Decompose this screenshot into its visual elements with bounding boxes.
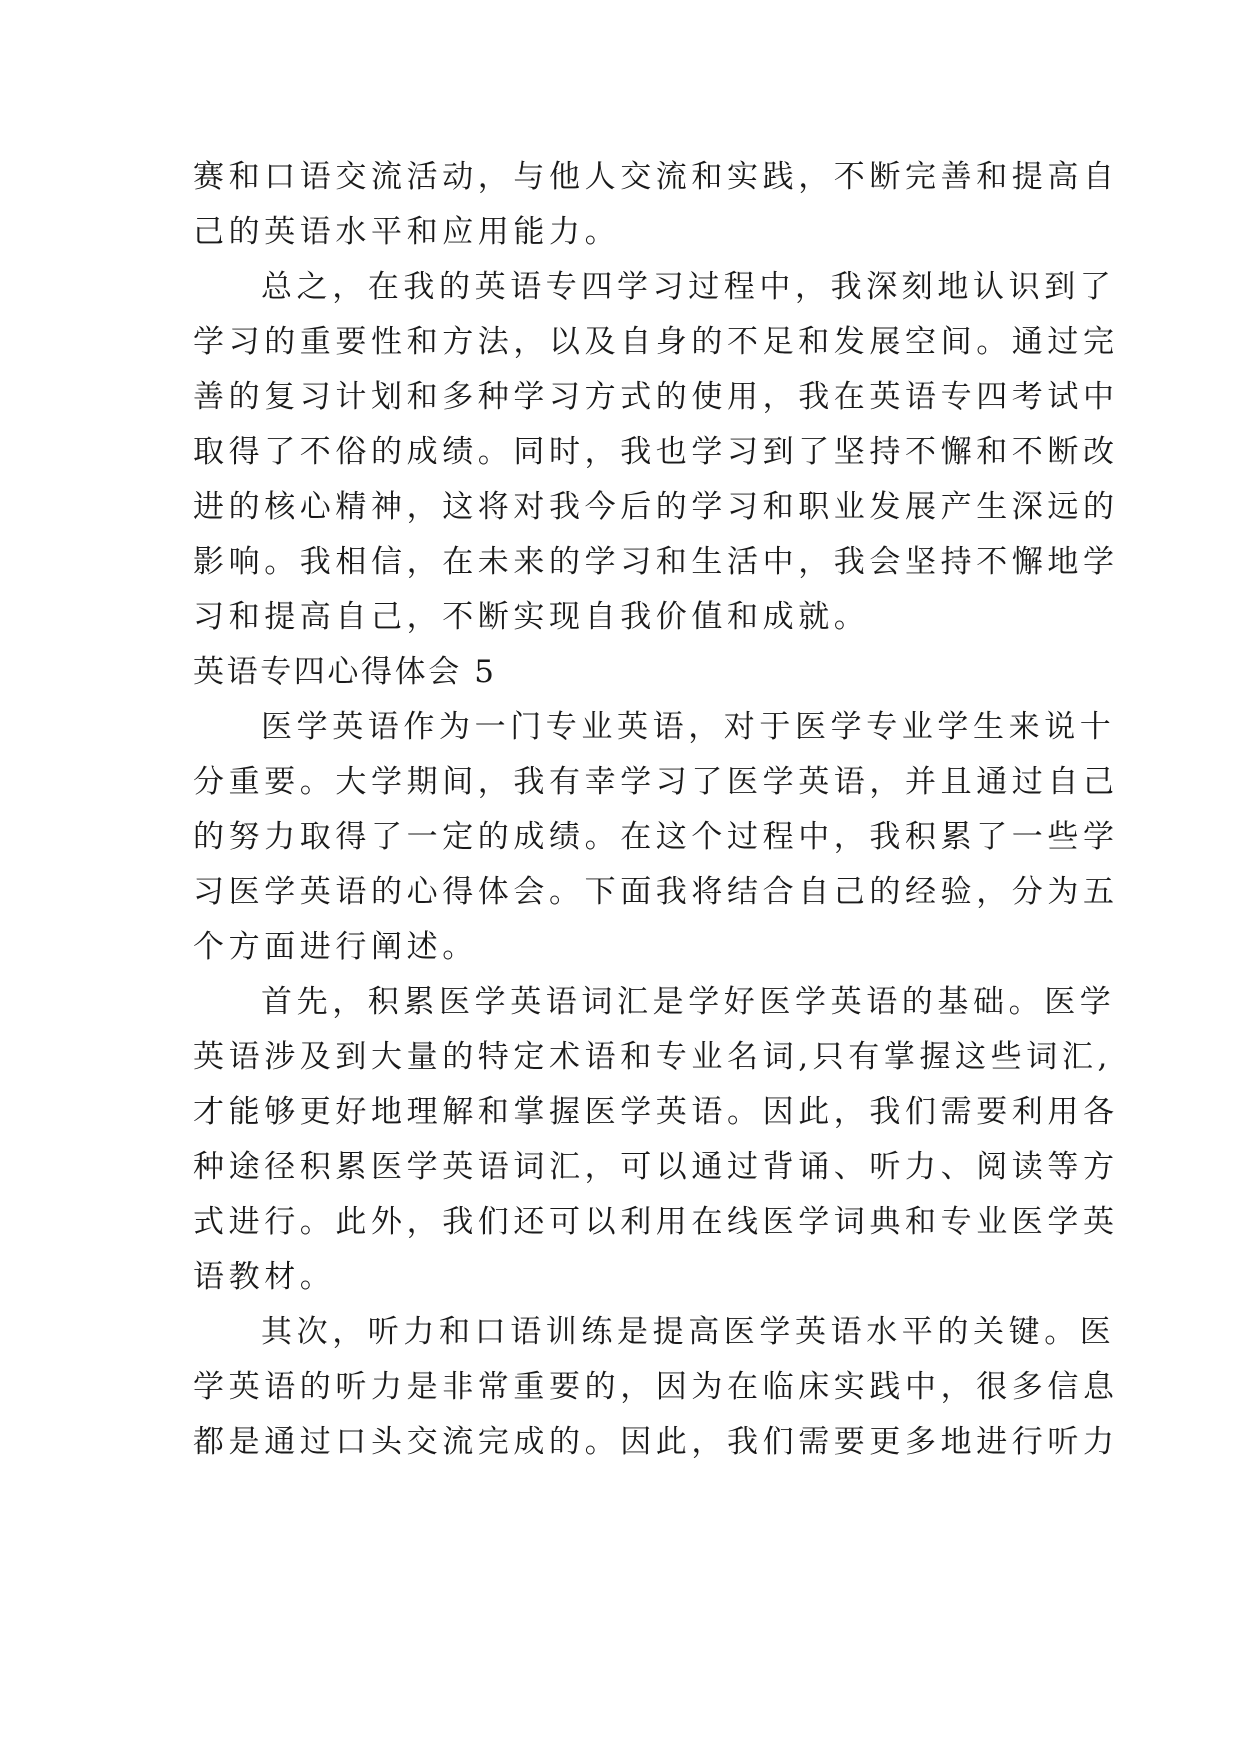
text-line: 英语涉及到大量的特定术语和专业名词,只有掌握这些词汇,	[193, 1039, 1112, 1075]
text-line: 影响。我相信，在未来的学习和生活中，我会坚持不懈地学	[193, 544, 1119, 580]
text-line: 个方面进行阐述。	[193, 929, 478, 965]
paragraph	[193, 975, 1119, 1305]
text-line: 才能够更好地理解和掌握医学英语。因此，我们需要利用各	[193, 1094, 1119, 1130]
text-line: 分重要。大学期间，我有幸学习了医学英语，并且通过自己	[193, 764, 1119, 800]
paragraph	[193, 150, 1119, 260]
text-line: 医学英语作为一门专业英语，对于医学专业学生来说十	[261, 709, 1116, 745]
text-line: 习和提高自己，不断实现自我价值和成就。	[193, 599, 870, 635]
text-line: 都是通过口头交流完成的。因此，我们需要更多地进行听力	[193, 1424, 1119, 1460]
text-line: 学习的重要性和方法，以及自身的不足和发展空间。通过完	[193, 324, 1119, 360]
text-line: 首先，积累医学英语词汇是学好医学英语的基础。医学	[261, 984, 1116, 1020]
text-line: 赛和口语交流活动，与他人交流和实践，不断完善和提高自	[193, 159, 1119, 195]
heading-text: 英语专四心得体会 5	[193, 654, 497, 690]
paragraph	[193, 700, 1119, 975]
text-line: 学英语的听力是非常重要的，因为在临床实践中，很多信息	[193, 1369, 1119, 1405]
paragraph	[193, 1305, 1119, 1470]
text-line: 己的英语水平和应用能力。	[193, 214, 621, 250]
text-line: 其次，听力和口语训练是提高医学英语水平的关键。医	[261, 1314, 1116, 1350]
paragraph	[193, 260, 1119, 645]
text-line: 的努力取得了一定的成绩。在这个过程中，我积累了一些学	[193, 819, 1119, 855]
document-body	[193, 150, 1119, 1470]
section-heading	[193, 645, 1053, 700]
text-line: 习医学英语的心得体会。下面我将结合自己的经验，分为五	[193, 874, 1119, 910]
text-line: 语教材。	[193, 1259, 336, 1295]
text-line: 善的复习计划和多种学习方式的使用，我在英语专四考试中	[193, 379, 1119, 415]
text-line: 式进行。此外，我们还可以利用在线医学词典和专业医学英	[193, 1204, 1119, 1240]
text-line: 总之，在我的英语专四学习过程中，我深刻地认识到了	[261, 269, 1116, 305]
text-line: 种途径积累医学英语词汇，可以通过背诵、听力、阅读等方	[193, 1149, 1119, 1185]
text-line: 进的核心精神，这将对我今后的学习和职业发展产生深远的	[193, 489, 1119, 525]
text-line: 取得了不俗的成绩。同时，我也学习到了坚持不懈和不断改	[193, 434, 1119, 470]
